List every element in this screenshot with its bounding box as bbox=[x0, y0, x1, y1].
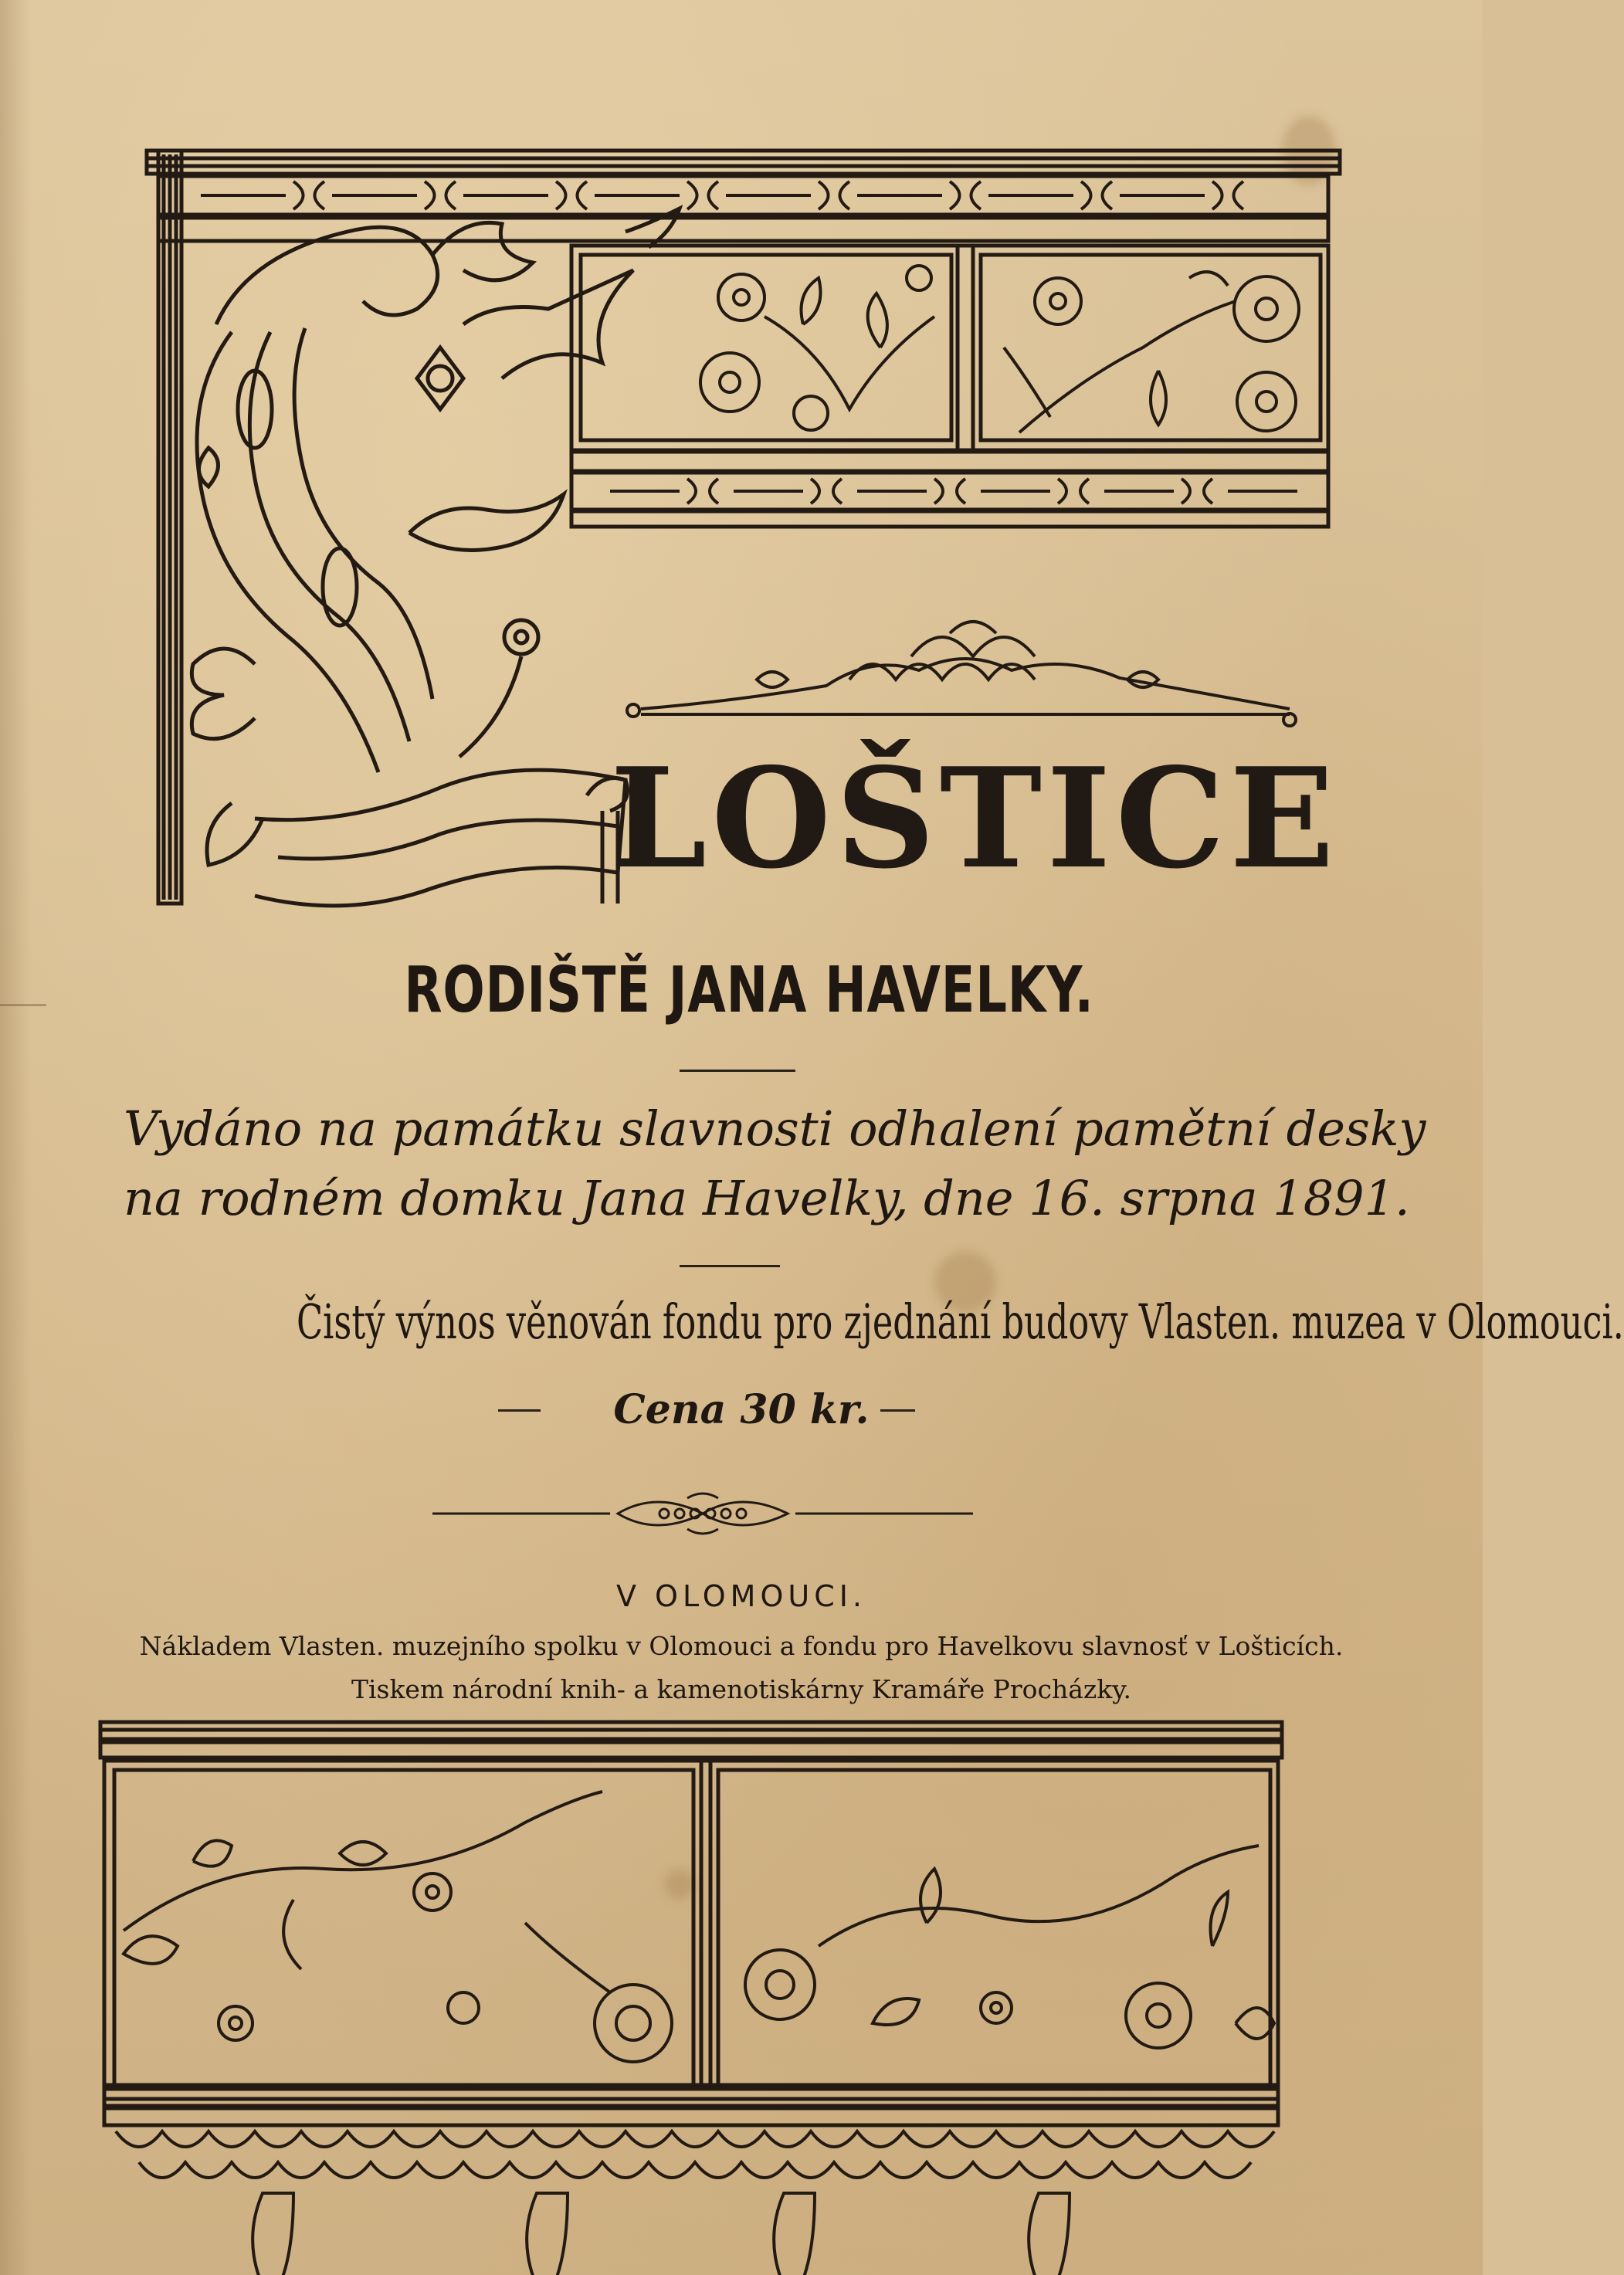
subtitle: RODIŠTĚ JANA HAVELKY. bbox=[404, 954, 1094, 1027]
divider-rule bbox=[680, 1265, 780, 1267]
title: LOŠTICE bbox=[610, 737, 1339, 899]
price-rule-right bbox=[880, 1409, 915, 1412]
publisher-line: Nákladem Vlasten. muzejního spolku v Olomouci a fondu pro Havelkovu slavnosť v Lošticích. bbox=[139, 1631, 1344, 1661]
divider-rule bbox=[680, 1070, 795, 1072]
printer-line: Tiskem národní knih- a kamenotiskárny Kramáře Procházky. bbox=[351, 1674, 1132, 1704]
dedication-line-1: Vydáno na památku slavnosti odhalení pamětní desky bbox=[124, 1100, 1426, 1157]
ornament-divider bbox=[0, 1467, 1483, 1560]
paper-crease bbox=[0, 1004, 46, 1006]
price: Cena 30 kr. bbox=[613, 1386, 870, 1433]
place-of-publication: V OLOMOUCI. bbox=[615, 1579, 867, 1613]
proceeds-note: Čistý výnos věnován fondu pro zjednání budovy Vlasten. muzea v Olomouci. bbox=[297, 1293, 1624, 1350]
bottom-ornament-band bbox=[0, 1699, 1483, 2275]
dedication-line-2: na rodném domku Jana Havelky, dne 16. srpna 1891. bbox=[124, 1170, 1410, 1226]
